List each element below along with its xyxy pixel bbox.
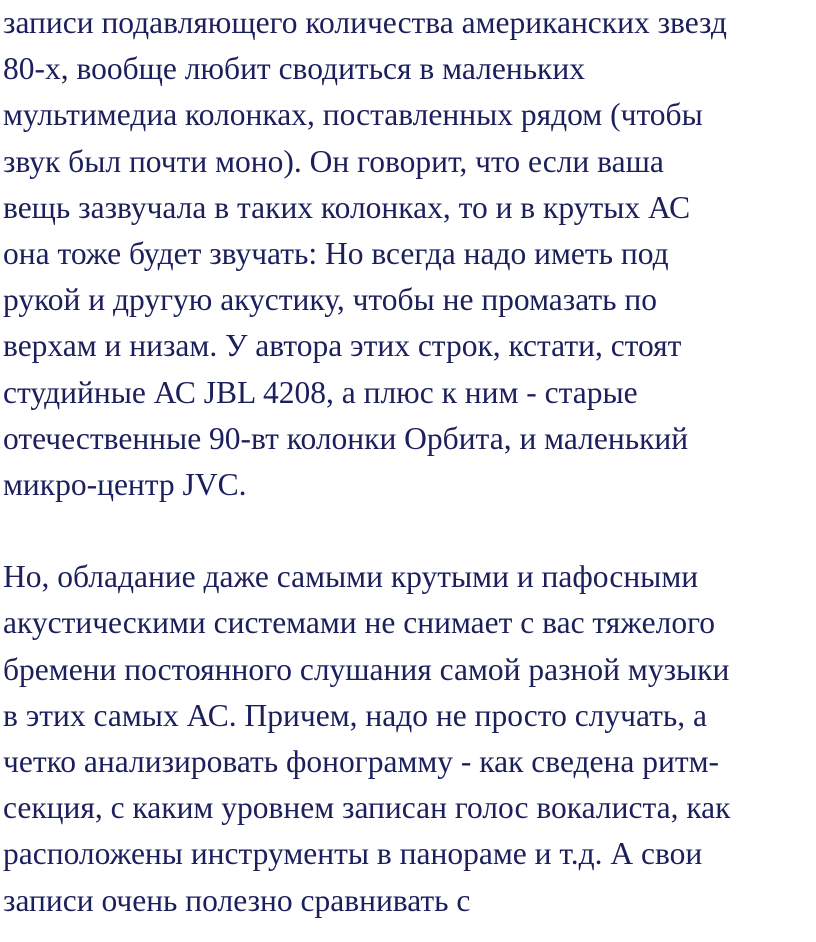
text-line: студийные АС JBL 4208, а плюс к ним - старые [3,374,638,410]
text-line: рукой и другую акустику, чтобы не промазать по [3,282,657,318]
text-line: мультимедиа колонках, поставленных рядом (чтобы [3,97,703,133]
text-line: бремени постоянного слушания самой разной музыки [3,651,730,687]
text-line: расположены инструменты в панораме и т.д. А свои [3,836,703,872]
text-line: акустическими системами не снимает с вас тяжелого [3,605,715,641]
paragraph-spacer [3,508,816,554]
text-line: в этих самых АС. Причем, надо не просто случать, а [3,697,708,733]
text-line: верхам и низам. У автора этих строк, кстати, стоят [3,328,682,364]
paragraph-1 [3,0,816,508]
text-line: записи подавляющего количества американских звезд [3,5,727,40]
text-line: записи очень полезно сравнивать с [3,882,471,918]
text-line: секция, с каким уровнем записан голос вокалиста, как [3,790,731,826]
text-line: отечественные 90-вт колонки Орбита, и маленький [3,420,689,456]
text-line: 80-х, вообще любит сводиться в маленьких [3,51,585,87]
text-line: Но, обладание даже самыми крутыми и пафосными [3,559,699,595]
text-line: она тоже будет звучать: Но всегда надо иметь под [3,235,669,271]
text-line: микро-центр JVC. [3,466,247,502]
paragraph-2 [3,554,816,924]
text-line: звук был почти моно). Он говорит, что если ваша [3,143,664,179]
text-line: четко анализировать фонограмму - как сведена ритм- [3,744,720,779]
text-line: вещь зазвучала в таких колонках, то и в крутых АС [3,189,691,225]
